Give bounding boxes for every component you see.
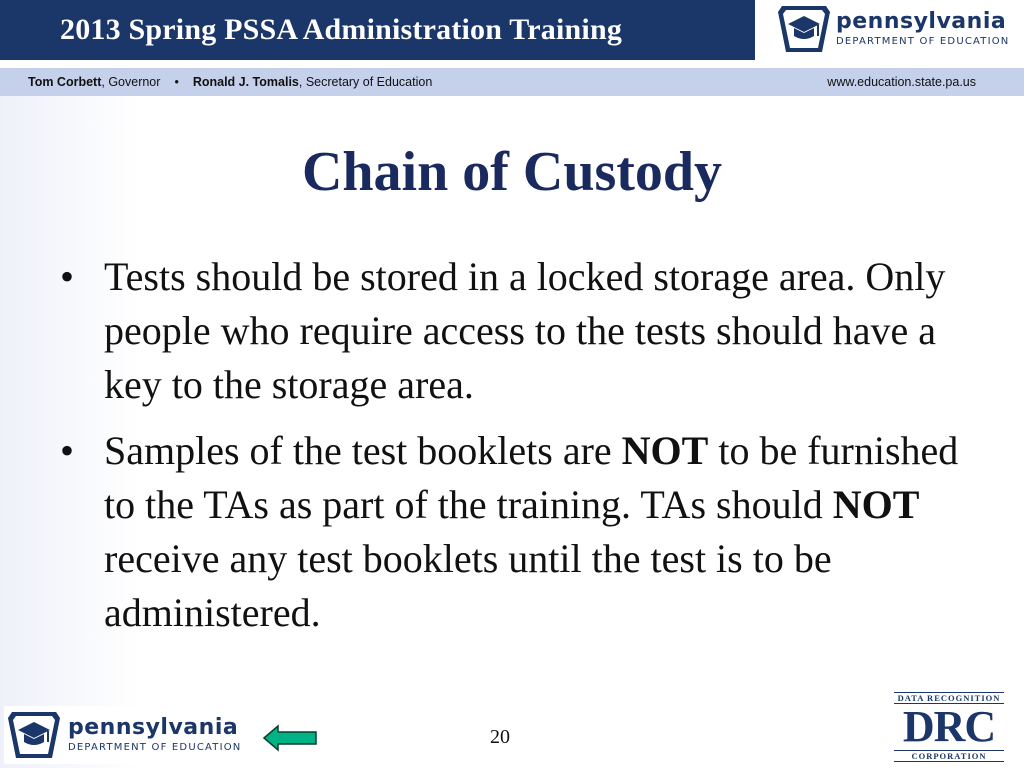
governor-role: , Governor: [101, 75, 161, 89]
header-band: [0, 0, 1024, 60]
bullet-marker: •: [60, 254, 75, 299]
bullet-item: [60, 250, 980, 412]
pa-logo-word: pennsylvania: [68, 715, 239, 740]
drc-logo-top-text: DATA RECOGNITION: [894, 692, 1004, 704]
bullet-text-part: receive any test booklets until the test is to be administered.: [104, 536, 832, 635]
left-arrow-icon[interactable]: [262, 724, 318, 752]
bullet-marker: •: [60, 428, 75, 473]
keystone-graduation-cap-icon: [778, 2, 830, 56]
website-url: www.education.state.pa.us: [827, 75, 976, 89]
header-title: 2013 Spring PSSA Administration Training: [60, 13, 623, 46]
pa-logo-text: [836, 11, 1010, 47]
bullet-emphasis: NOT: [621, 428, 709, 473]
bullet-text-part: Samples of the test booklets are: [104, 428, 622, 473]
page-number: 20: [490, 726, 510, 748]
governor-name: Tom Corbett: [28, 75, 102, 89]
bullet-item: [60, 424, 980, 640]
bullet-emphasis: NOT: [832, 482, 920, 527]
pa-logo-word: pennsylvania: [836, 9, 1007, 34]
pa-logo-text: [68, 717, 242, 753]
bullet-text-part: to be furnished to the TAs as part of the training. TAs should: [104, 428, 959, 527]
pa-logo-subtitle: DEPARTMENT OF EDUCATION: [68, 742, 242, 753]
officials-line: [28, 75, 432, 89]
keystone-graduation-cap-icon: [6, 708, 62, 762]
pa-logo-subtitle: DEPARTMENT OF EDUCATION: [836, 36, 1010, 47]
secretary-name: Ronald J. Tomalis: [192, 75, 299, 89]
pa-education-logo-bottom: [4, 706, 246, 764]
drc-logo: [894, 692, 1004, 762]
drc-logo-bottom-text: CORPORATION: [894, 750, 1004, 762]
info-strip: [0, 68, 1024, 96]
slide-title: Chain of Custody: [301, 141, 723, 203]
secretary-role: , Secretary of Education: [298, 75, 433, 89]
bullet-text: Tests should be stored in a locked storage area. Only people who require access to the tests should have a key to the storage area.: [104, 254, 946, 407]
pa-education-logo-top: [778, 2, 1010, 56]
drc-logo-main-text: DRC: [902, 702, 996, 751]
separator-dot: •: [174, 75, 179, 89]
bullet-list: [60, 250, 980, 652]
header-title-box: [0, 0, 755, 60]
